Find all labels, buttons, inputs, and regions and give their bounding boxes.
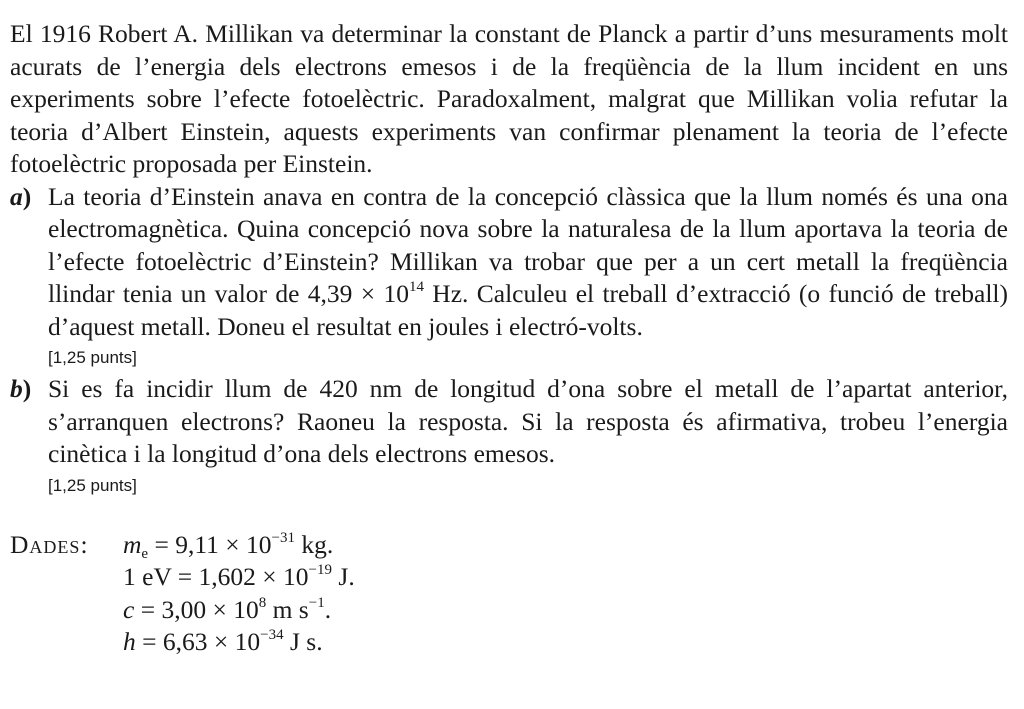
- question-b-letter: [10, 373, 48, 501]
- threshold-frequency-exponent: 14: [408, 279, 424, 295]
- value: 1 eV = 1,602 × 10: [123, 562, 309, 591]
- question-a-body: [48, 181, 1008, 374]
- question-b-body: [48, 373, 1008, 501]
- unit: J.: [332, 562, 355, 591]
- unit: J s.: [283, 627, 323, 656]
- question-b-text: Si es fa incidir llum de 420 nm de longitud d’ona sobre el metall de l’apartat anterior, s’arranquen electrons? Raoneu la resposta. Si la resposta és afirmativa, trobeu l’energia cinètica i la longitud d’ona dels electrons emesos.: [48, 374, 1008, 468]
- unit-end: .: [324, 594, 332, 624]
- question-a: [10, 181, 1008, 374]
- question-a-letter-char: a: [10, 181, 23, 211]
- unit-exponent: −1: [308, 594, 325, 611]
- intro-paragraph: El 1916 Robert A. Millikan va determinar la constant de Planck a partir d’uns mesuraments molt acurats de l’energia dels electrons emesos i de la freqüència de la llum incident en uns experiments sobre l’efecte fotoelèctric. Paradoxalment, malgrat que Millikan volia refutar la teoria d’Albert Einstein, aquests experiments van confirmar plenament la teoria de l’efecte fotoelèctric proposada per Einstein.: [10, 19, 1008, 178]
- question-b-paren: ): [22, 374, 32, 403]
- value: = 6,63 × 10: [135, 627, 261, 656]
- value: = 3,00 × 10: [134, 594, 259, 624]
- symbol: m: [123, 529, 142, 559]
- symbol: c: [123, 594, 135, 624]
- subscript: e: [141, 545, 149, 562]
- question-a-text-before: La teoria d’Einstein anava en contra de la concepció clàssica que la llum només és una ona electromagnètica. Quina concepció nova sobre la naturalesa de la llum aportava la teoria de l’efecte fotoelèctric d’Einstein? Millikan va trobar que per a un cert metall la freqüència llindar tenia un valor de: [48, 181, 1008, 308]
- data-speed-of-light: [123, 594, 355, 627]
- exponent: −31: [271, 529, 296, 546]
- question-a-points: [1,25 punts]: [48, 348, 137, 367]
- data-label-first: D: [10, 529, 30, 559]
- question-a-paren: ): [22, 181, 32, 211]
- question-b-letter-char: b: [10, 374, 23, 403]
- data-label-rest: ades: [29, 529, 81, 559]
- data-list: [123, 529, 355, 659]
- data-planck-constant: [123, 626, 355, 659]
- exponent: −34: [260, 627, 284, 643]
- symbol: h: [123, 627, 136, 656]
- question-a-text: [48, 181, 1008, 344]
- exponent: −19: [308, 562, 333, 578]
- question-a-text-after: . Calculeu el treball d’extracció (o funció de treball) d’aquest metall. Doneu el resultat en joules i electró-volts.: [48, 279, 1009, 341]
- value: = 9,11 × 10: [148, 529, 272, 559]
- data-section: [10, 529, 1008, 659]
- exponent: 8: [258, 594, 267, 611]
- threshold-frequency-mantissa: 4,39 × 10: [307, 279, 409, 308]
- data-label-colon: :: [80, 529, 89, 559]
- threshold-frequency-unit: Hz: [423, 279, 463, 308]
- question-b-points: [1,25 punts]: [48, 475, 137, 495]
- question-a-letter: [10, 181, 48, 374]
- data-label: [10, 529, 123, 659]
- unit: m s: [266, 594, 309, 624]
- data-electron-mass: [123, 529, 355, 562]
- unit: kg.: [295, 529, 334, 559]
- data-electron-volt: [123, 561, 355, 594]
- question-b: [10, 373, 1008, 501]
